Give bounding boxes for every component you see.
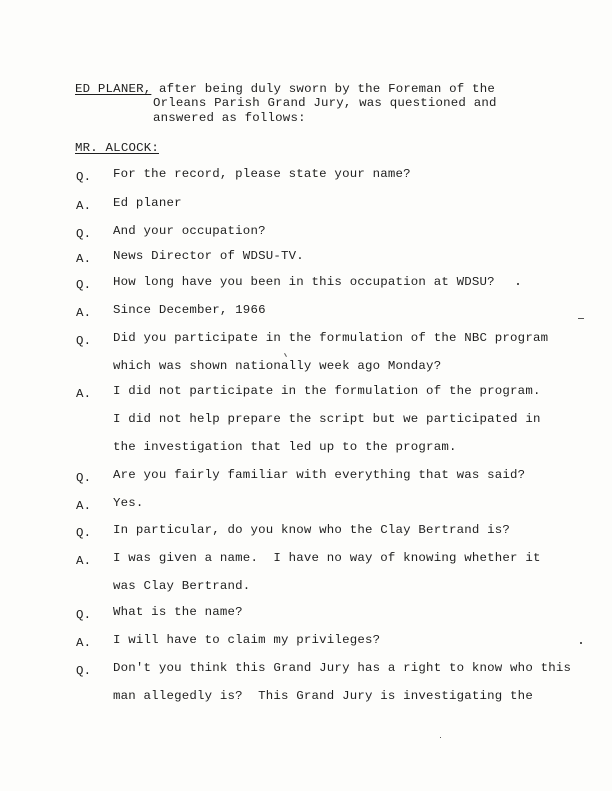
qa-label: Q. — [76, 664, 92, 678]
qa-text: Ed planer — [113, 196, 182, 210]
qa-label: Q. — [76, 170, 92, 184]
qa-text: man allegedly is? This Grand Jury is investigating the — [113, 689, 533, 703]
qa-text: the investigation that led up to the program. — [113, 440, 457, 454]
qa-text: News Director of WDSU-TV. — [113, 249, 304, 263]
qa-label: A. — [76, 387, 92, 401]
scan-speck — [284, 353, 287, 357]
examiner-heading: MR. ALCOCK: — [75, 141, 159, 155]
intro-line-1-rest: after being duly sworn by the Foreman of the — [151, 82, 495, 96]
qa-text: What is the name? — [113, 605, 243, 619]
scan-speck — [517, 283, 519, 285]
qa-text: which was shown nationally week ago Monday? — [113, 359, 442, 373]
qa-text: Yes. — [113, 496, 144, 510]
qa-label: Q. — [76, 471, 92, 485]
scan-speck — [440, 737, 441, 738]
intro-line-1 — [75, 82, 495, 96]
qa-text: Did you participate in the formulation of the NBC program — [113, 331, 549, 345]
witness-name: ED PLANER, — [75, 82, 152, 96]
intro-line-3: answered as follows: — [153, 111, 306, 125]
qa-text: I was given a name. I have no way of knowing whether it — [113, 551, 541, 565]
qa-label: Q. — [76, 608, 92, 622]
qa-text: I did not help prepare the script but we participated in — [113, 412, 541, 426]
qa-label: Q. — [76, 227, 92, 241]
qa-text: I will have to claim my privileges? — [113, 633, 381, 647]
qa-label: A. — [76, 306, 92, 320]
qa-label: Q. — [76, 278, 92, 292]
qa-label: A. — [76, 199, 92, 213]
qa-label: Q. — [76, 334, 92, 348]
qa-label: A. — [76, 636, 92, 650]
qa-text: For the record, please state your name? — [113, 167, 411, 181]
qa-label: Q. — [76, 526, 92, 540]
qa-text: And your occupation? — [113, 224, 266, 238]
qa-text: was Clay Bertrand. — [113, 579, 251, 593]
qa-label: A. — [76, 252, 92, 266]
scan-speck — [578, 318, 584, 319]
qa-text: I did not participate in the formulation of the program. — [113, 384, 541, 398]
intro-line-2: Orleans Parish Grand Jury, was questioned and — [153, 96, 497, 110]
qa-label: A. — [76, 554, 92, 568]
qa-text: In particular, do you know who the Clay Bertrand is? — [113, 523, 511, 537]
qa-text: Are you fairly familiar with everything that was said? — [113, 468, 526, 482]
qa-text: Don't you think this Grand Jury has a right to know who this — [113, 661, 572, 675]
qa-text: How long have you been in this occupation at WDSU? — [113, 275, 495, 289]
qa-label: A. — [76, 499, 92, 513]
qa-text: Since December, 1966 — [113, 303, 266, 317]
scan-speck — [580, 642, 582, 644]
